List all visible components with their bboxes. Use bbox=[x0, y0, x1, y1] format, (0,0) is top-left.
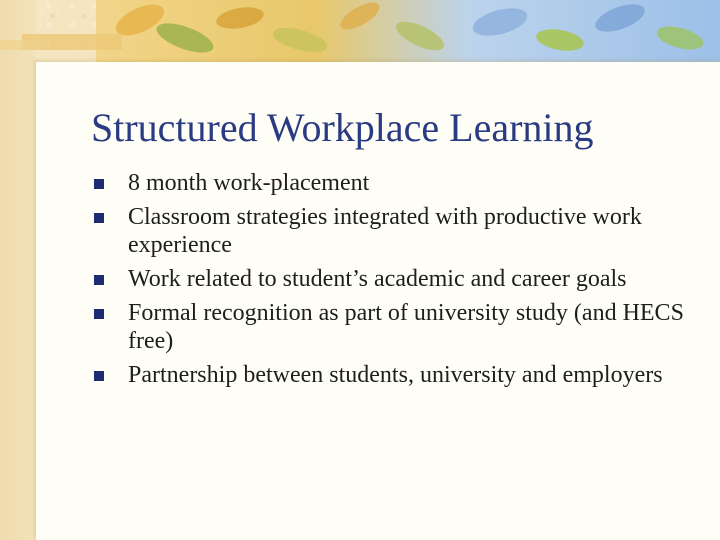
bullet-text: Work related to student’s academic and career goals bbox=[128, 266, 627, 292]
square-bullet-icon bbox=[94, 309, 104, 319]
background-left-strip bbox=[0, 0, 36, 540]
list-item bbox=[92, 203, 692, 259]
list-item bbox=[92, 299, 692, 355]
list-item bbox=[92, 265, 692, 293]
bullet-text: 8 month work-placement bbox=[128, 170, 370, 196]
bullet-text: Partnership between students, university and employers bbox=[128, 362, 663, 388]
list-item bbox=[92, 169, 692, 197]
bullet-text: Formal recognition as part of university study (and HECS free) bbox=[128, 300, 684, 354]
square-bullet-icon bbox=[94, 179, 104, 189]
square-bullet-icon bbox=[94, 213, 104, 223]
decorative-leaf-banner bbox=[0, 0, 720, 64]
square-bullet-icon bbox=[94, 371, 104, 381]
square-bullet-icon bbox=[94, 275, 104, 285]
bullet-text: Classroom strategies integrated with productive work experience bbox=[128, 204, 642, 258]
list-item bbox=[92, 361, 692, 389]
bullet-list bbox=[92, 169, 692, 395]
slide-title: Structured Workplace Learning bbox=[91, 105, 594, 150]
